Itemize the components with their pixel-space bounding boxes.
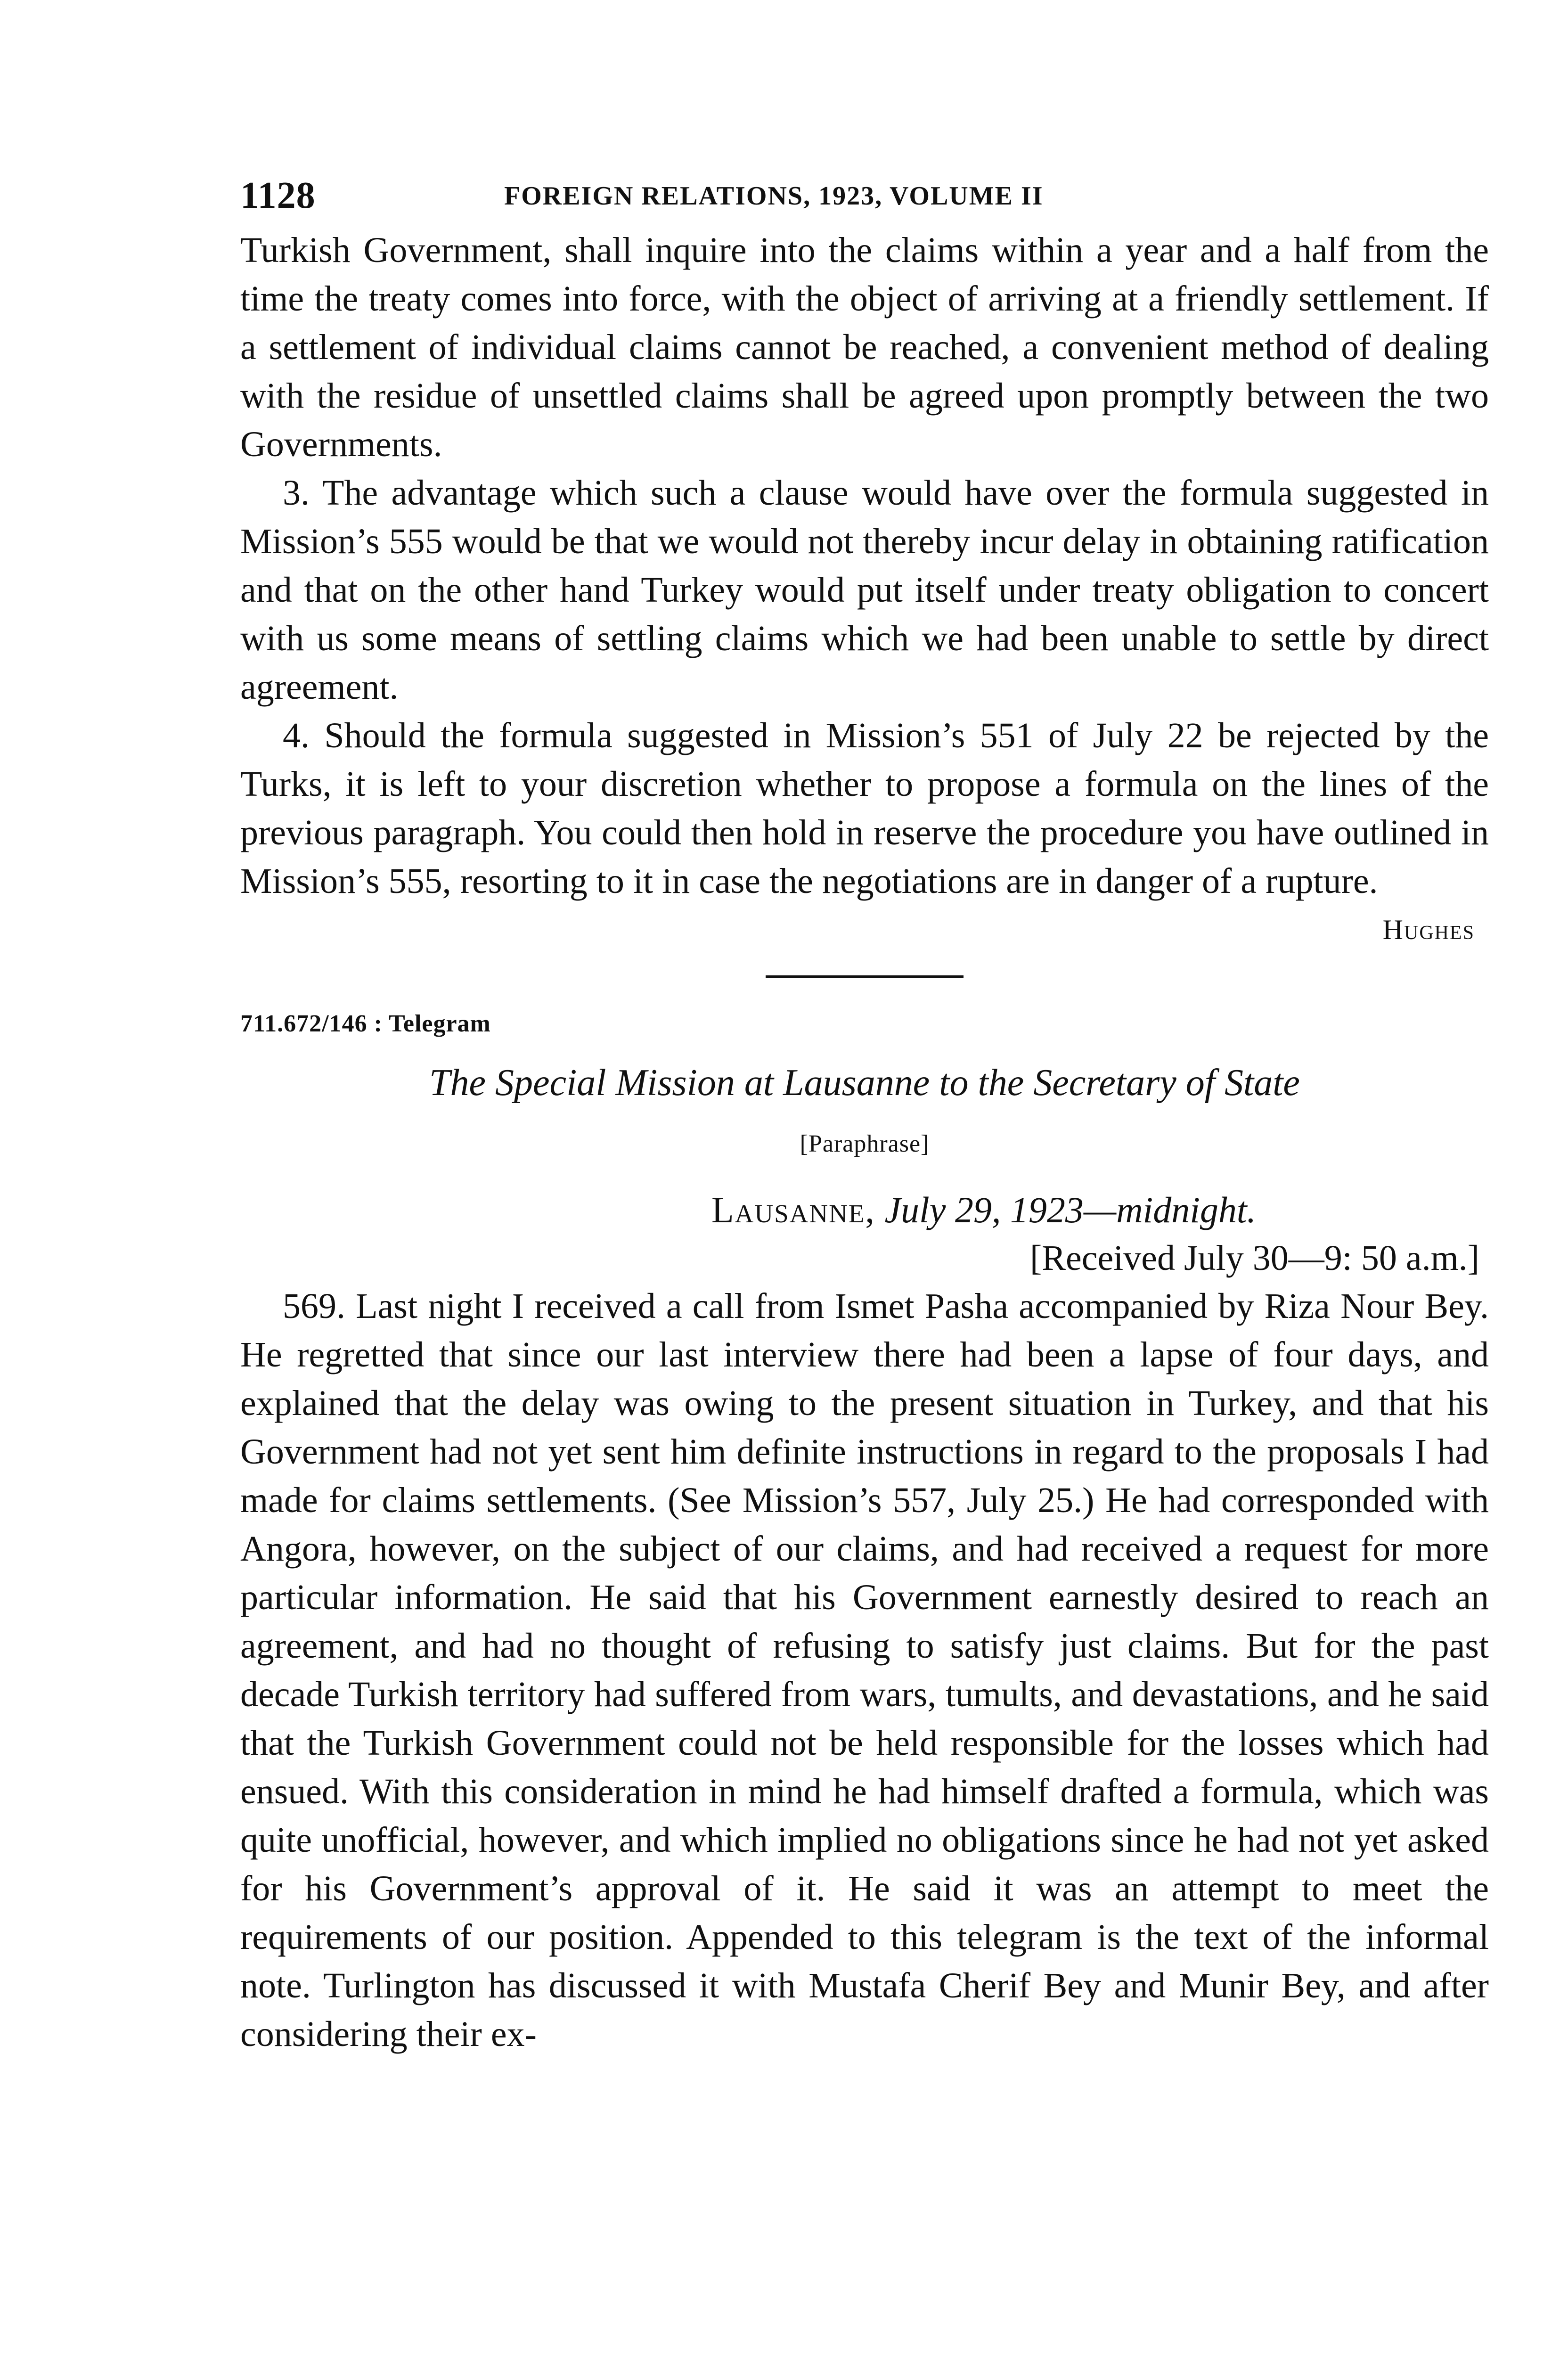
paraphrase-label: [Paraphrase]: [800, 1130, 930, 1157]
document-title: The Special Mission at Lausanne to the Secretary of State: [429, 1062, 1300, 1104]
telegram-body: [240, 1282, 1489, 2059]
telegram-paragraph-569: 569. Last night I received a call from Ismet Pasha accompanied by Riza Nour Bey. He regretted that since our last interview there had been a lapse of four days, and explained that the delay was owing to the present situation in Turkey, and that his Government had not yet sent him definite instructions in regard to the proposals I had made for claims settlements. (See Mission’s 557, July 25.) He had corresponded with Angora, however, on the subject of our claims, and had received a request for more particular information. He said that his Government earnestly desired to reach an agreement, and had no thought of refusing to satisfy just claims. But for the past decade Turkish territory had suffered from wars, tumults, and devastations, and he said that the Turkish Government could not be held responsible for the losses which had ensued. With this consideration in mind he had himself drafted a formula, which was quite unofficial, however, and which implied no obligations since he had not yet asked for his Government’s approval of it. He said it was an attempt to meet the requirements of our position. Appended to this telegram is the text of the informal note. Turlington has discussed it with Mustafa Cherif Bey and Munir Bey, and after considering their ex-: [240, 1286, 1489, 2054]
file-reference: 711.672/146 : Telegram: [240, 1010, 491, 1037]
page-number: 1128: [240, 175, 316, 216]
received-time: [Received July 30—9: 50 a.m.]: [1029, 1238, 1479, 1278]
previous-document-text: [240, 226, 1489, 906]
running-title: FOREIGN RELATIONS, 1923, VOLUME II: [504, 181, 1044, 211]
page: [240, 174, 1489, 2059]
page-header: [240, 174, 1489, 226]
dateline-date: July 29, 1923—midnight.: [884, 1189, 1257, 1230]
paragraph-4: 4. Should the formula suggested in Mission’s 551 of July 22 be rejected by the Turks, it is left to your discretion whether to propose a formula on the lines of the previous paragraph. You could then hold in reserve the procedure you have outlined in Mission’s 555, resorting to it in case the negotiations are in danger of a rupture.: [240, 716, 1489, 901]
dateline: [240, 1186, 1489, 1234]
dateline-place: Lausanne,: [711, 1189, 875, 1230]
signature: Hughes: [1382, 914, 1475, 945]
paragraph-3: 3. The advantage which such a clause would have over the formula suggested in Mission’s 555 would be that we would not thereby incur delay in obtaining ratification and that on the other hand Turkey would put itself under treaty obligation to concert with us some means of settling claims which we had been unable to settle by direct agreement.: [240, 473, 1489, 707]
section-divider: [766, 975, 964, 978]
continuation-paragraph: Turkish Government, shall inquire into the claims within a year and a half from the time the treaty comes into force, with the object of arriving at a friendly settlement. If a settlement of individual claims cannot be reached, a convenient method of dealing with the residue of unsettled claims shall be agreed upon promptly between the two Governments.: [240, 230, 1489, 464]
